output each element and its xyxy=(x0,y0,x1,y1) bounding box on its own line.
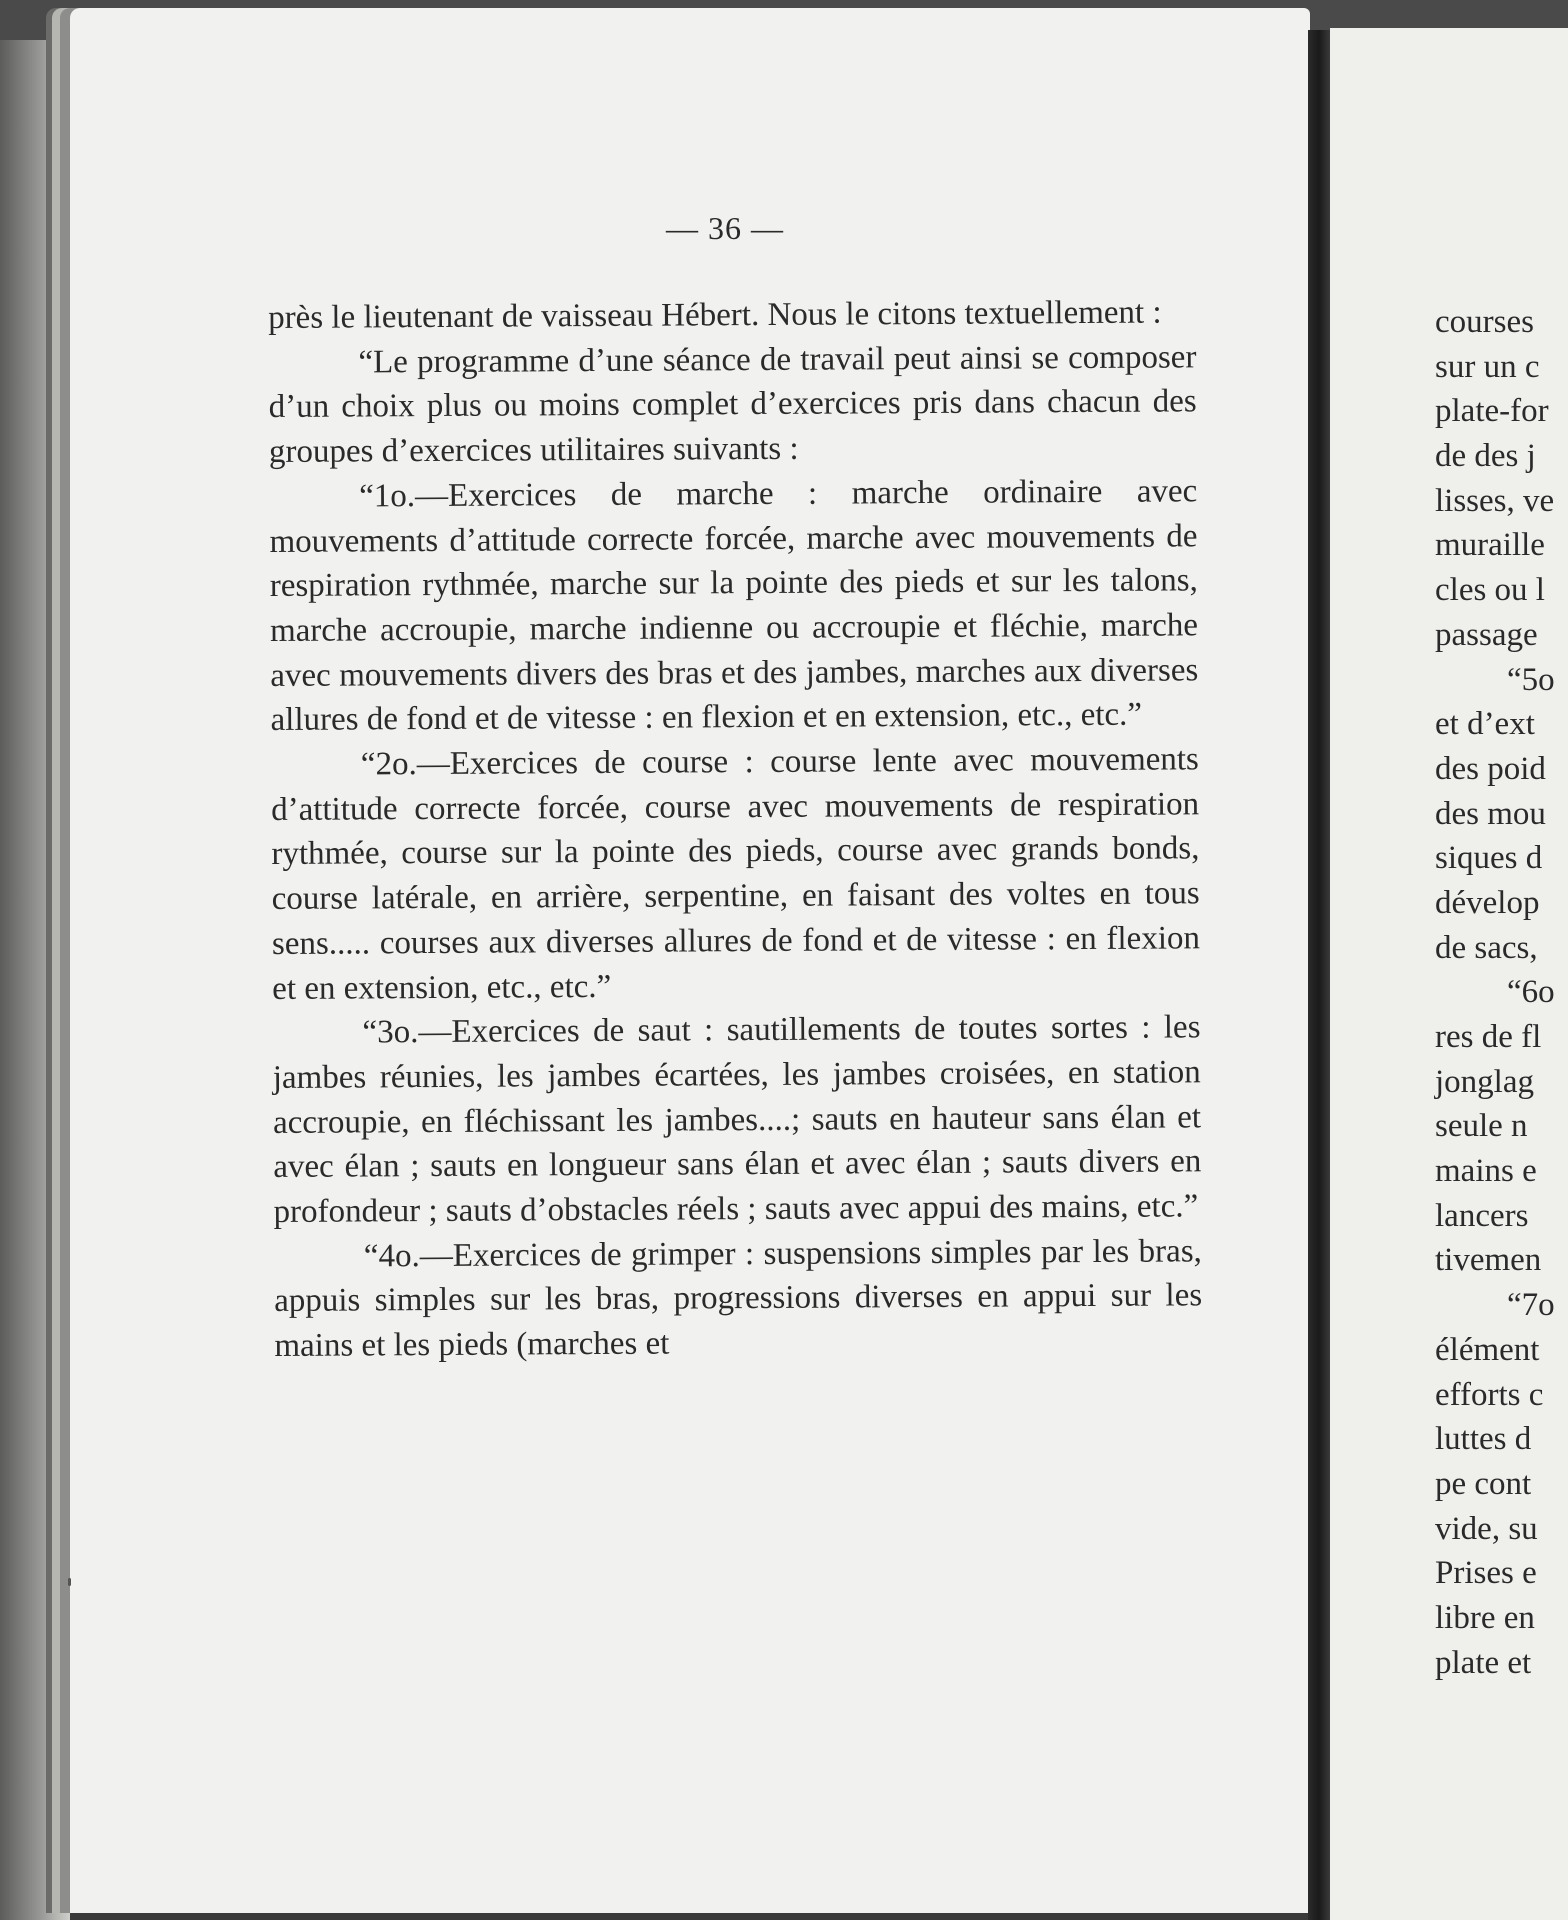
right-page-line: siques d xyxy=(1435,840,1543,877)
page-number: — 36 — xyxy=(666,210,784,246)
right-page-line: pe cont xyxy=(1435,1465,1532,1502)
right-page-line: lancers xyxy=(1435,1197,1529,1234)
right-page-line: de des j xyxy=(1435,438,1536,475)
right-page-line: des mou xyxy=(1435,795,1546,832)
right-page-line: tivemen xyxy=(1435,1242,1542,1279)
right-page-line: courses xyxy=(1435,304,1534,340)
left-page-body xyxy=(268,290,1203,1369)
right-page-line: dévelop xyxy=(1435,884,1540,921)
right-page-line: sur un c xyxy=(1435,348,1540,385)
right-page-line: efforts c xyxy=(1435,1376,1544,1413)
right-page-line: cles ou l xyxy=(1435,572,1545,609)
paragraph-p4: “3o.—Exercices de saut : sautillements de toutes sortes : les jambes réunies, les jambes écartées, les jambes croisées, en station accroupie, en fléchissant les jambes....; sauts en hauteur sans élan et avec élan ; sauts en longueur sans élan et avec élan ; sauts divers en profondeur ; sauts d’obstacles réels ; sauts avec appui des mains, etc.” xyxy=(272,1009,1202,1231)
book-gutter xyxy=(1308,30,1330,1920)
right-page-line: “7o xyxy=(1507,1287,1555,1324)
right-page-line: vide, su xyxy=(1435,1510,1538,1547)
paragraph-p0: près le lieutenant de vaisseau Hébert. Nous le citons textuellement : xyxy=(268,294,1162,336)
right-page-line: “5o xyxy=(1507,661,1555,698)
right-page-line: plate-for xyxy=(1435,393,1549,430)
right-page-line: res de fl xyxy=(1435,1019,1542,1055)
paragraph-p1: “Le programme d’une séance de travail peut ainsi se composer d’un choix plus ou moins complet d’exercices pris dans chacun des groupes d’exercices utilitaires suivants : xyxy=(268,339,1197,471)
right-page-line: passage xyxy=(1435,616,1538,653)
paragraph-p2: “1o.—Exercices de marche : marche ordinaire avec mouvements d’attitude correcte forcée, marche avec mouvements de respiration rythmée, marche sur la pointe des pieds et sur les talons, marche accroupie, marche indienne ou accroupie et fléchie, marche avec mouvements divers des bras et des jambes, marches aux diverses allures de fond et de vitesse : en flexion et en extension, etc., etc.” xyxy=(269,473,1199,739)
right-page-line: “6o xyxy=(1507,974,1555,1011)
right-page-line: plate et xyxy=(1435,1644,1532,1681)
right-page-line: élément xyxy=(1435,1331,1540,1368)
paragraph-p5: “4o.—Exercices de grimper : suspensions simples par les bras, appuis simples sur les bras, progressions diverses en appui sur les mains et les pieds (marches et xyxy=(274,1233,1203,1365)
right-page-line: muraille xyxy=(1435,527,1545,564)
right-page-line: Prises e xyxy=(1435,1555,1537,1592)
right-page-line: lisses, ve xyxy=(1435,482,1555,519)
right-page-line: mains e xyxy=(1435,1153,1537,1190)
right-page-line: de sacs, xyxy=(1435,929,1538,966)
paragraph-p3: “2o.—Exercices de course : course lente avec mouvements d’attitude correcte forcée, course avec mouvements de respiration rythmée, course sur la pointe des pieds, course avec grands bonds, course latérale, en arrière, serpentine, en faisant des voltes en tous sens..... courses aux diverses allures de fond et de vitesse : en flexion et en extension, etc., etc.” xyxy=(271,741,1201,1007)
right-page-line: libre en xyxy=(1435,1599,1535,1636)
print-speck xyxy=(68,1578,71,1586)
right-page-line: des poid xyxy=(1435,750,1546,787)
right-page-line: et d’ext xyxy=(1435,706,1535,743)
right-page-fragments xyxy=(1435,300,1568,1685)
page-stack-edge xyxy=(0,40,70,1920)
right-page-line: luttes d xyxy=(1435,1421,1532,1458)
right-page-line: seule n xyxy=(1435,1108,1528,1145)
right-page-line: jonglag xyxy=(1435,1063,1534,1100)
